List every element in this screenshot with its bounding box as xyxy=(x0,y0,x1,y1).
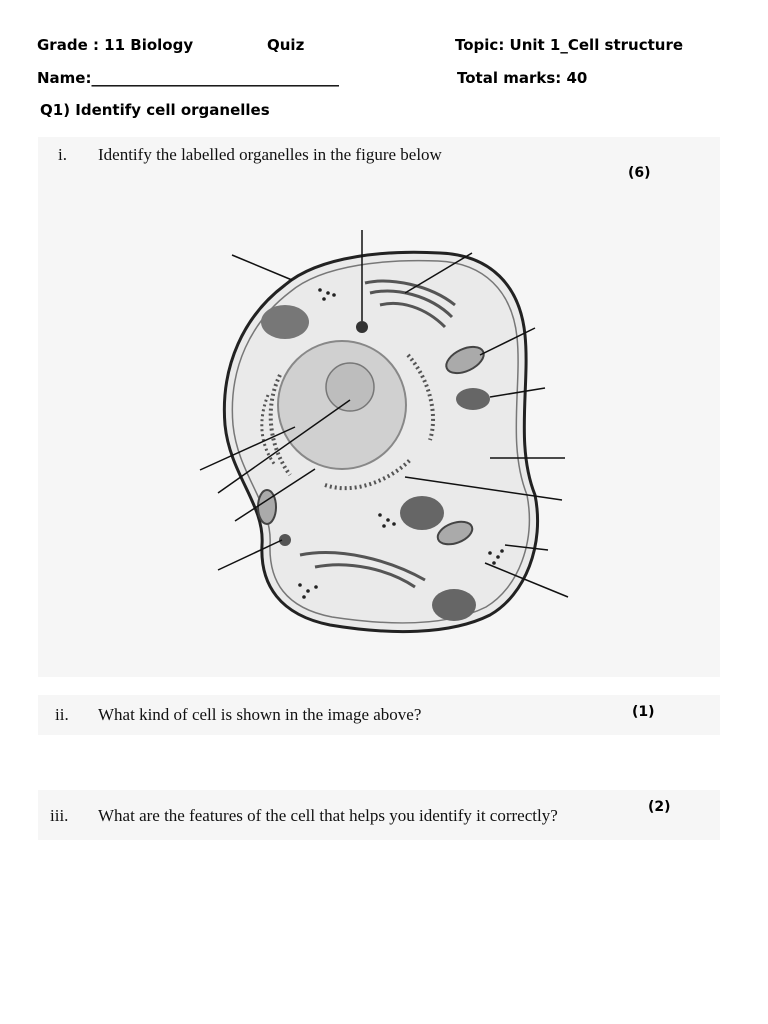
question-iii-number: iii. xyxy=(50,806,69,825)
vesicle-1 xyxy=(261,305,309,339)
vesicle-3 xyxy=(400,496,444,530)
name-field: Name:_________________________________ xyxy=(37,69,339,87)
section-title: Q1) Identify cell organelles xyxy=(40,101,270,119)
question-ii-marks: (1) xyxy=(632,704,655,720)
total-marks-label: Total marks: 40 xyxy=(457,69,588,87)
centrosome xyxy=(356,321,368,333)
quiz-label: Quiz xyxy=(267,36,305,54)
question-ii xyxy=(55,705,421,725)
question-ii-text: What kind of cell is shown in the image above? xyxy=(98,705,422,724)
animal-cell-diagram xyxy=(190,195,580,645)
question-i-number: i. xyxy=(58,145,67,164)
question-iii xyxy=(50,806,558,826)
question-iii-text: What are the features of the cell that helps you identify it correctly? xyxy=(98,806,558,825)
question-i-marks: (6) xyxy=(628,165,651,181)
vesicle-4 xyxy=(432,589,476,621)
question-i xyxy=(58,145,442,165)
question-ii-number: ii. xyxy=(55,705,69,724)
mitochondrion-2 xyxy=(258,490,276,524)
grade-label: Grade : 11 Biology xyxy=(37,36,194,54)
nucleolus xyxy=(326,363,374,411)
vesicle-2 xyxy=(456,388,490,410)
question-iii-marks: (2) xyxy=(648,799,671,815)
topic-label: Topic: Unit 1_Cell structure xyxy=(455,36,684,54)
question-i-text: Identify the labelled organelles in the figure below xyxy=(98,145,442,164)
